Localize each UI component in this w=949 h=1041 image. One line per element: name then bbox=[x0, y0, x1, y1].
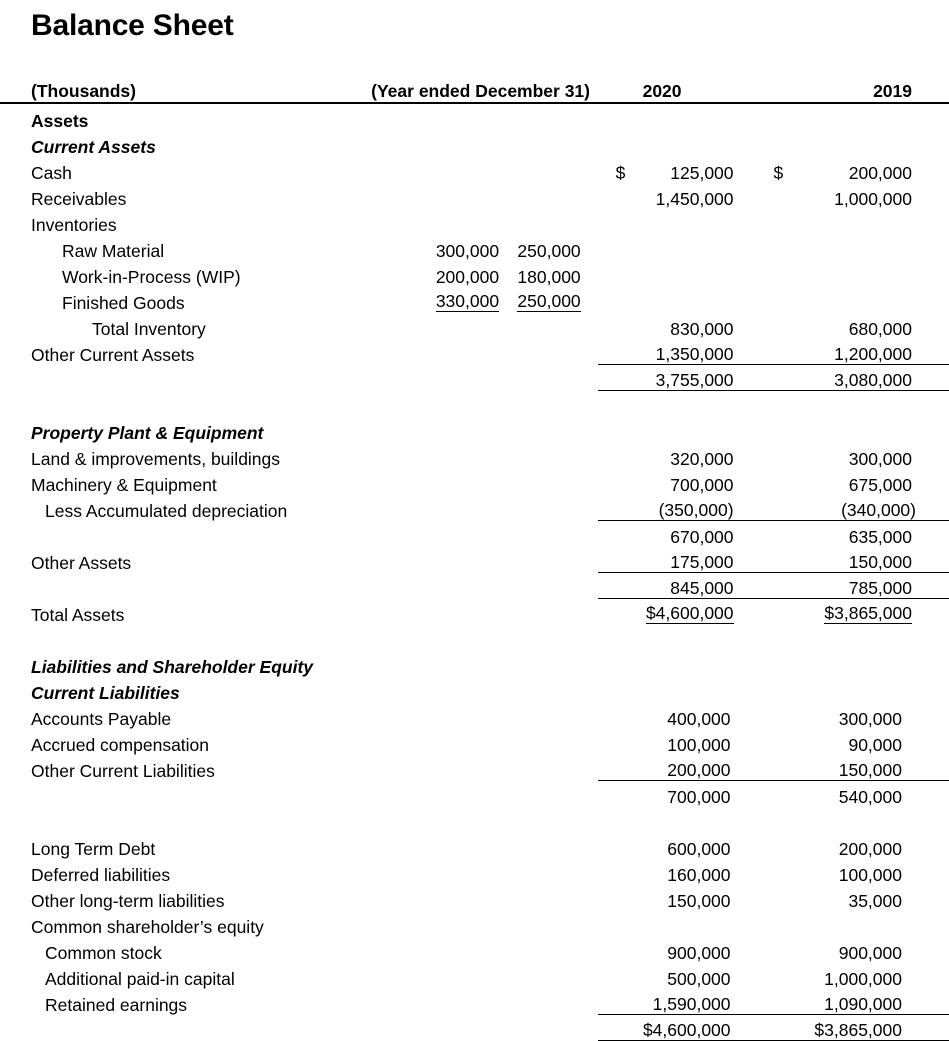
total-inventory-2019: 680,000 bbox=[848, 318, 912, 339]
other-current-assets-2019: 1,200,000 bbox=[814, 338, 949, 364]
table-row-additional-paid-in bbox=[0, 962, 949, 988]
section-current-liabilities bbox=[0, 676, 949, 702]
total-current-assets-2020: 3,755,000 bbox=[643, 364, 734, 390]
accum-depreciation-2020: (350,000) bbox=[643, 494, 734, 520]
finished-goods-2019: 250,000 bbox=[517, 290, 581, 311]
rule-2020-tca bbox=[598, 364, 643, 390]
row-label-raw-material: Raw Material bbox=[62, 240, 165, 261]
land-buildings-2020: 320,000 bbox=[670, 448, 734, 469]
retained-earnings-2019: 1,090,000 bbox=[814, 988, 949, 1014]
cash-2019: 200,000 bbox=[848, 162, 912, 183]
row-label-land-buildings: Land & improvements, buildings bbox=[31, 448, 281, 469]
row-label-deferred-liabilities: Deferred liabilities bbox=[31, 864, 171, 885]
additional-paid-in-2019: 1,000,000 bbox=[824, 968, 902, 989]
rule-2019-toa bbox=[734, 572, 815, 598]
spacer-row bbox=[0, 390, 949, 416]
header-year-2019 bbox=[734, 76, 949, 103]
row-label-total-current-assets bbox=[0, 364, 371, 390]
rule-2020-ocl bbox=[598, 754, 643, 780]
table-row-total-current-assets bbox=[0, 364, 949, 390]
accounts-payable-2020: 400,000 bbox=[667, 708, 731, 729]
other-current-liabilities-2019: 150,000 bbox=[814, 754, 949, 780]
section-ppe bbox=[0, 416, 949, 442]
finished-goods-2020-cell bbox=[371, 286, 499, 312]
other-assets-2019: 150,000 bbox=[814, 546, 949, 572]
row-label-total-inventory: Total Inventory bbox=[92, 318, 206, 339]
accrued-compensation-2019: 90,000 bbox=[848, 734, 902, 755]
currency-symbol-2019-cash: $ bbox=[773, 162, 784, 183]
rule-2019-dep bbox=[734, 494, 815, 520]
long-term-debt-2020: 600,000 bbox=[667, 838, 731, 859]
header-units: (Thousands) bbox=[0, 76, 371, 103]
table-row-wip bbox=[0, 260, 949, 286]
row-label-total-current-liabilities bbox=[0, 780, 371, 806]
header-year-2020 bbox=[598, 76, 734, 103]
table-header-row bbox=[0, 76, 949, 103]
total-current-liabilities-2020: 700,000 bbox=[667, 786, 731, 807]
header-period-text: (Year ended December 31) bbox=[371, 80, 590, 101]
total-assets-2019-cell bbox=[814, 598, 949, 624]
table-row-accrued-compensation bbox=[0, 728, 949, 754]
row-label-inventories: Inventories bbox=[31, 214, 117, 235]
table-row-finished-goods bbox=[0, 286, 949, 312]
other-assets-2020: 175,000 bbox=[643, 546, 734, 572]
table-row-common-stock bbox=[0, 936, 949, 962]
table-row-total-current-liabilities bbox=[0, 780, 949, 806]
accounts-payable-2019: 300,000 bbox=[838, 708, 902, 729]
spacer-row bbox=[0, 806, 949, 832]
table-row-total-other-assets bbox=[0, 572, 949, 598]
additional-paid-in-2020: 500,000 bbox=[667, 968, 731, 989]
header-period bbox=[371, 76, 598, 103]
row-label-finished-goods: Finished Goods bbox=[62, 292, 185, 313]
table-row-total-liabilities-equity bbox=[0, 1014, 949, 1040]
rule-2020-toa bbox=[598, 572, 643, 598]
table-row-net-ppe bbox=[0, 520, 949, 546]
wip-2020: 200,000 bbox=[435, 266, 500, 287]
deferred-liabilities-2020: 160,000 bbox=[667, 864, 731, 885]
rule-2020-oca bbox=[598, 338, 643, 364]
rule-2020-re bbox=[598, 988, 643, 1014]
common-stock-2019: 900,000 bbox=[838, 942, 902, 963]
table-row-accounts-payable bbox=[0, 702, 949, 728]
total-assets-2020-cell bbox=[643, 598, 734, 624]
table-row-deferred-liabilities bbox=[0, 858, 949, 884]
table-row-common-equity bbox=[0, 910, 949, 936]
total-inventory-2020: 830,000 bbox=[670, 318, 734, 339]
balance-sheet-table bbox=[0, 76, 949, 1041]
table-row-cash bbox=[0, 156, 949, 182]
table-row-other-lt-liabilities bbox=[0, 884, 949, 910]
row-label-cash: Cash bbox=[31, 162, 72, 183]
total-other-assets-2020: 845,000 bbox=[643, 572, 734, 598]
row-label-additional-paid-in: Additional paid-in capital bbox=[45, 968, 235, 989]
total-assets-2020: $4,600,000 bbox=[645, 602, 734, 623]
row-label-long-term-debt: Long Term Debt bbox=[31, 838, 156, 859]
table-row-raw-material bbox=[0, 234, 949, 260]
section-assets bbox=[0, 104, 949, 130]
receivables-2020: 1,450,000 bbox=[655, 188, 734, 209]
row-label-other-assets: Other Assets bbox=[31, 552, 132, 573]
current-assets-heading: Current Assets bbox=[31, 136, 156, 157]
row-label-other-lt-liabilities: Other long-term liabilities bbox=[31, 890, 225, 911]
table-row-total-inventory bbox=[0, 312, 949, 338]
row-label-accounts-payable: Accounts Payable bbox=[31, 708, 172, 729]
row-label-total-liabilities-equity bbox=[0, 1014, 371, 1040]
rule-2019-oca bbox=[734, 338, 815, 364]
row-label-total-assets: Total Assets bbox=[31, 604, 125, 625]
section-liabilities bbox=[0, 650, 949, 676]
row-label-accrued-compensation: Accrued compensation bbox=[31, 734, 210, 755]
table-row-other-current-assets bbox=[0, 338, 949, 364]
row-label-net-ppe bbox=[0, 520, 371, 546]
header-year-2019-text: 2019 bbox=[873, 80, 912, 101]
accrued-compensation-2020: 100,000 bbox=[667, 734, 731, 755]
rule-2019-oa bbox=[734, 546, 815, 572]
table-row-receivables bbox=[0, 182, 949, 208]
row-label-other-current-assets: Other Current Assets bbox=[31, 344, 195, 365]
retained-earnings-2020: 1,590,000 bbox=[643, 988, 734, 1014]
row-label-wip: Work-in-Process (WIP) bbox=[62, 266, 241, 287]
land-buildings-2019: 300,000 bbox=[848, 448, 912, 469]
section-current-assets bbox=[0, 130, 949, 156]
table-row-long-term-debt bbox=[0, 832, 949, 858]
rule-2020-dep bbox=[598, 494, 643, 520]
common-stock-2020: 900,000 bbox=[667, 942, 731, 963]
net-ppe-2020: 670,000 bbox=[670, 526, 734, 547]
row-label-common-stock: Common stock bbox=[45, 942, 162, 963]
total-assets-2019: $3,865,000 bbox=[824, 602, 912, 623]
table-row-retained-earnings bbox=[0, 988, 949, 1014]
table-row-machinery bbox=[0, 468, 949, 494]
row-label-total-other-assets bbox=[0, 572, 371, 598]
rule-2020-tle bbox=[598, 1014, 643, 1040]
table-row-total-assets bbox=[0, 598, 949, 624]
long-term-debt-2019: 200,000 bbox=[838, 838, 902, 859]
current-liabilities-heading: Current Liabilities bbox=[31, 682, 180, 703]
wip-2019: 180,000 bbox=[517, 266, 581, 287]
row-label-accum-depreciation: Less Accumulated depreciation bbox=[45, 500, 288, 521]
row-label-other-current-liabilities: Other Current Liabilities bbox=[31, 760, 215, 781]
header-year-2020-text: 2020 bbox=[642, 80, 682, 101]
table-row-land-buildings bbox=[0, 442, 949, 468]
table-row-inventories bbox=[0, 208, 949, 234]
spacer-row bbox=[0, 624, 949, 650]
currency-symbol-2020-cash: $ bbox=[615, 162, 626, 183]
machinery-2020: 700,000 bbox=[670, 474, 734, 495]
raw-material-2020: 300,000 bbox=[435, 240, 500, 261]
rule-2019-tle bbox=[734, 1014, 815, 1040]
row-label-receivables: Receivables bbox=[31, 188, 127, 209]
row-label-machinery: Machinery & Equipment bbox=[31, 474, 217, 495]
row-label-common-equity: Common shareholder’s equity bbox=[31, 916, 264, 937]
machinery-2019: 675,000 bbox=[848, 474, 912, 495]
row-label-retained-earnings: Retained earnings bbox=[45, 994, 188, 1015]
deferred-liabilities-2019: 100,000 bbox=[838, 864, 902, 885]
assets-heading: Assets bbox=[31, 110, 89, 131]
table-row-accum-depreciation bbox=[0, 494, 949, 520]
rule-2019-ocl bbox=[734, 754, 815, 780]
raw-material-2019: 250,000 bbox=[517, 240, 581, 261]
net-ppe-2019: 635,000 bbox=[848, 526, 912, 547]
liabilities-heading: Liabilities and Shareholder Equity bbox=[31, 656, 313, 677]
rule-2020-oa bbox=[598, 546, 643, 572]
finished-goods-2019-cell bbox=[499, 286, 598, 312]
rule-2019-re bbox=[734, 988, 815, 1014]
table-row-other-current-liabilities bbox=[0, 754, 949, 780]
total-current-liabilities-2019: 540,000 bbox=[838, 786, 902, 807]
cash-2020: 125,000 bbox=[670, 162, 734, 183]
other-lt-liabilities-2019: 35,000 bbox=[848, 890, 902, 911]
accum-depreciation-2019: (340,000) bbox=[814, 494, 949, 520]
table-row-other-assets bbox=[0, 546, 949, 572]
finished-goods-2020: 330,000 bbox=[435, 290, 500, 311]
total-liabilities-equity-2019: $3,865,000 bbox=[814, 1014, 949, 1040]
total-liabilities-equity-2020: $4,600,000 bbox=[643, 1014, 734, 1040]
rule-2019-tca bbox=[734, 364, 815, 390]
page-title: Balance Sheet bbox=[31, 9, 234, 42]
other-lt-liabilities-2020: 150,000 bbox=[667, 890, 731, 911]
receivables-2019: 1,000,000 bbox=[834, 188, 912, 209]
ppe-heading: Property Plant & Equipment bbox=[31, 422, 264, 443]
total-current-assets-2019: 3,080,000 bbox=[814, 364, 949, 390]
total-other-assets-2019: 785,000 bbox=[814, 572, 949, 598]
other-current-liabilities-2020: 200,000 bbox=[643, 754, 734, 780]
other-current-assets-2020: 1,350,000 bbox=[643, 338, 734, 364]
